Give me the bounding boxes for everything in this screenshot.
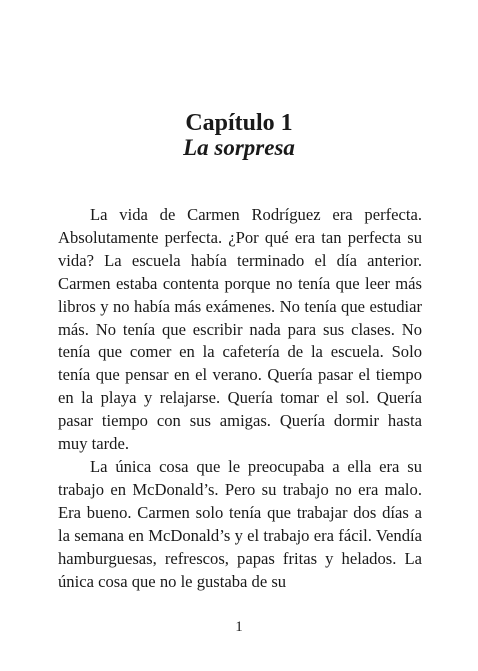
page-number: 1 — [235, 619, 243, 635]
chapter-title: La sorpresa — [183, 135, 295, 160]
paragraph: La única cosa que le preocupaba a ella era su trabajo en McDonald’s. Pero su trabajo no era malo. Era bueno. Carmen solo tenía que trabajar dos días a la semana en McDonald’s y el trabajo era fácil. Vendía hamburguesas, refrescos, papas fritas y helados. La única cosa que no le gustaba de su — [58, 456, 422, 591]
chapter-number: Capítulo 1 — [185, 110, 293, 136]
chapter-body — [58, 204, 422, 593]
paragraph: La vida de Carmen Rodríguez era perfecta. Absolutamente perfecta. ¿Por qué era tan perfecta su vida? La escuela había terminado el día anterior. Carmen estaba contenta porque no tenía que leer más libros y no había más exámenes. No tenía que estudiar más. No tenía que escribir nada para sus clases. No tenía que comer en la cafetería de la escuela. Solo tenía que pensar en el verano. Quería pasar el tiempo en la playa y relajarse. Quería tomar el sol. Quería pasar tiempo con sus amigas. Quería dormir hasta muy tarde. — [58, 205, 422, 454]
